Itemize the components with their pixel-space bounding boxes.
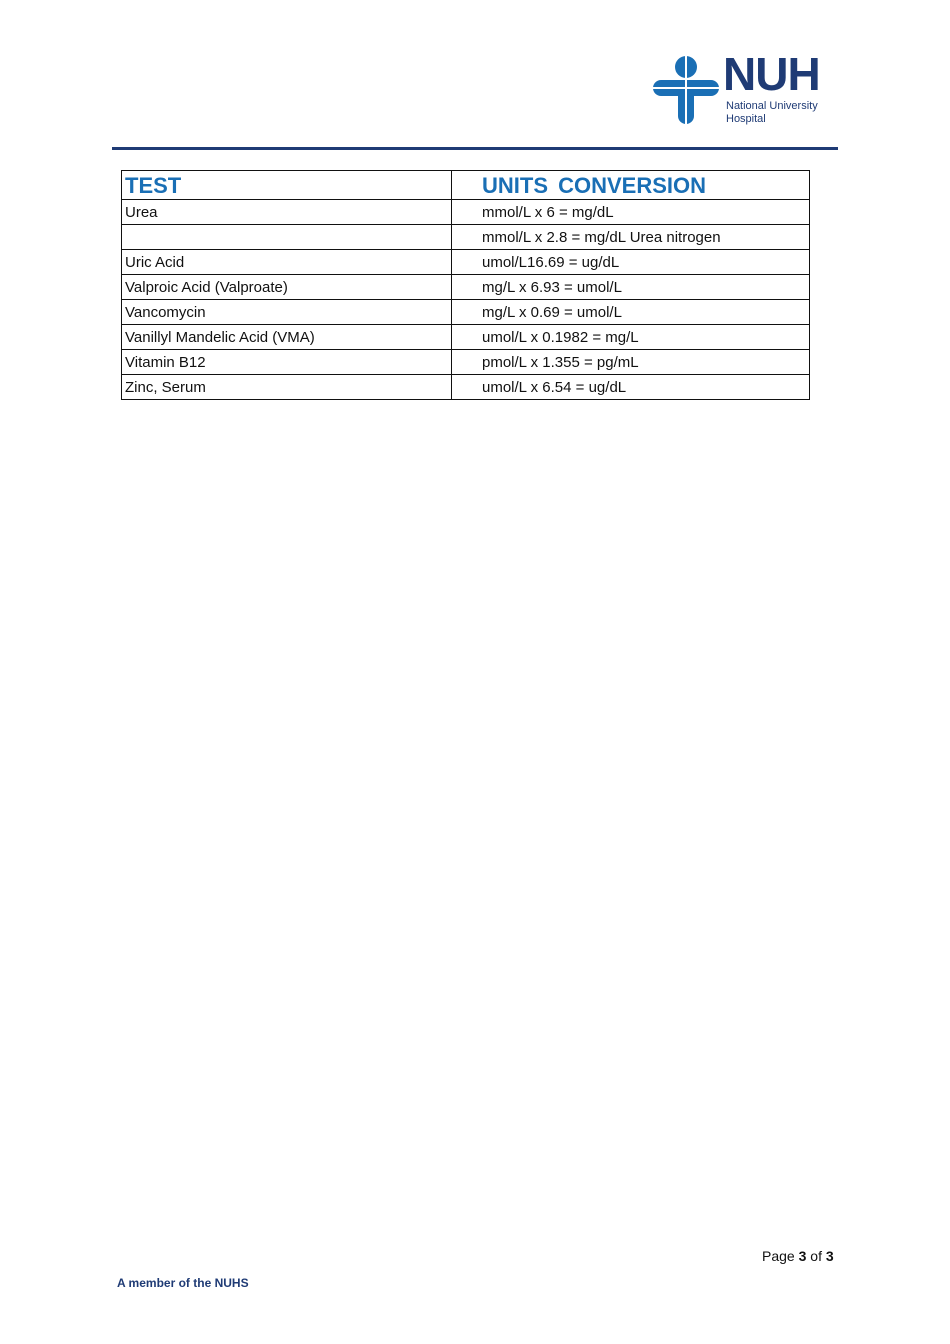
test-cell <box>122 225 452 250</box>
conversion-cell: mg/L x 6.93 = umol/L <box>452 275 810 300</box>
test-cell: Urea <box>122 200 452 225</box>
test-cell: Zinc, Serum <box>122 375 452 400</box>
page-label: Page <box>762 1248 795 1264</box>
table-row <box>122 250 810 275</box>
table-row <box>122 350 810 375</box>
table-row <box>122 275 810 300</box>
conversion-cell: pmol/L x 1.355 = pg/mL <box>452 350 810 375</box>
table-row <box>122 225 810 250</box>
page-number <box>762 1248 834 1264</box>
nuhs-member-text: A member of the NUHS <box>117 1276 249 1290</box>
units-conversion-table <box>121 170 810 400</box>
test-cell: Vanillyl Mandelic Acid (VMA) <box>122 325 452 350</box>
logo-full-name <box>726 100 846 126</box>
conversion-cell: mmol/L x 2.8 = mg/dL Urea nitrogen <box>452 225 810 250</box>
logo-name-line2: Hospital <box>726 113 766 125</box>
table-row <box>122 200 810 225</box>
page-total: 3 <box>825 1248 834 1264</box>
table-row <box>122 375 810 400</box>
page-current: 3 <box>798 1248 807 1264</box>
conversion-cell: umol/L16.69 = ug/dL <box>452 250 810 275</box>
column-header-test: TEST <box>122 171 452 200</box>
conversion-cell: mg/L x 0.69 = umol/L <box>452 300 810 325</box>
test-cell: Uric Acid <box>122 250 452 275</box>
column-header-conversion: UNITS CONVERSION <box>452 171 810 200</box>
conversion-cell: umol/L x 0.1982 = mg/L <box>452 325 810 350</box>
table-header-row <box>122 171 810 200</box>
table-row <box>122 300 810 325</box>
test-cell: Vitamin B12 <box>122 350 452 375</box>
nuh-logo <box>652 48 842 129</box>
conversion-cell: mmol/L x 6 = mg/dL <box>452 200 810 225</box>
nuh-cross-icon <box>652 55 720 127</box>
test-cell: Vancomycin <box>122 300 452 325</box>
table-row <box>122 325 810 350</box>
logo-name-line1: National University <box>726 100 818 112</box>
conversion-cell: umol/L x 6.54 = ug/dL <box>452 375 810 400</box>
logo-abbreviation: NUH <box>723 48 820 100</box>
test-cell: Valproic Acid (Valproate) <box>122 275 452 300</box>
page-of: of <box>810 1248 822 1264</box>
header-divider <box>112 147 838 150</box>
